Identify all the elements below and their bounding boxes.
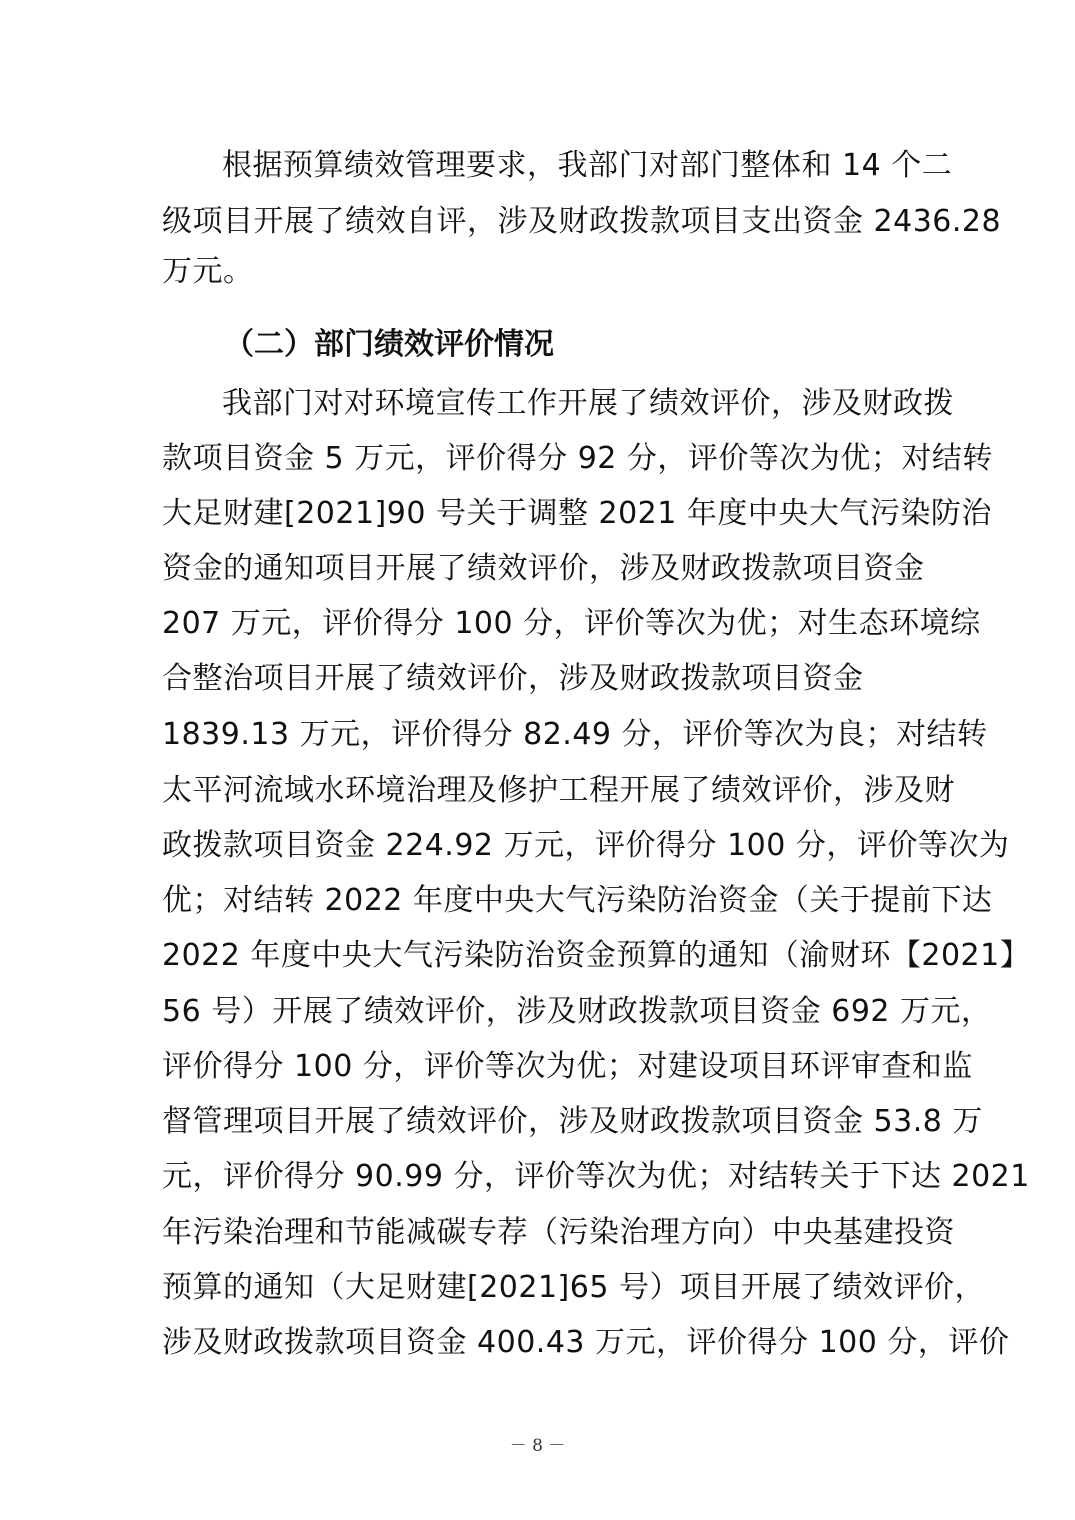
paragraph-line: 万元。 xyxy=(162,254,254,289)
paragraph-line: 56 号）开展了绩效评价，涉及财政拨款项目资金 692 万元， xyxy=(162,994,992,1029)
paragraph-line: 2022 年度中央大气污染防治资金预算的通知（渝财环【2021】 xyxy=(162,938,1031,973)
paragraph-line: 优；对结转 2022 年度中央大气污染防治资金（关于提前下达 xyxy=(162,883,993,918)
paragraph-line: 元，评价得分 90.99 分，评价等次为优；对结转关于下达 2021 xyxy=(162,1159,1030,1194)
paragraph-line: 我部门对对环境宣传工作开展了绩效评价，涉及财政拨 xyxy=(222,386,954,421)
section-heading: （二）部门绩效评价情况 xyxy=(224,327,554,362)
paragraph-line: 评价得分 100 分，评价等次为优；对建设项目环评审查和监 xyxy=(162,1049,973,1084)
paragraph-line: 根据预算绩效管理要求，我部门对部门整体和 14 个二 xyxy=(222,148,953,183)
paragraph-line: 资金的通知项目开展了绩效评价，涉及财政拨款项目资金 xyxy=(162,551,925,586)
paragraph-line: 207 万元，评价得分 100 分，评价等次为优；对生态环境综 xyxy=(162,606,981,641)
paragraph-line: 太平河流域水环境治理及修护工程开展了绩效评价，涉及财 xyxy=(162,773,955,808)
paragraph-line: 政拨款项目资金 224.92 万元，评价得分 100 分，评价等次为 xyxy=(162,828,1010,863)
page-number: － 8 － xyxy=(509,1436,566,1456)
paragraph-line: 款项目资金 5 万元，评价得分 92 分，评价等次为优；对结转 xyxy=(162,441,993,476)
paragraph-line: 预算的通知（大足财建[2021]65 号）项目开展了绩效评价， xyxy=(162,1270,985,1305)
paragraph-line: 1839.13 万元，评价得分 82.49 分，评价等次为良；对结转 xyxy=(162,717,988,752)
paragraph-line: 级项目开展了绩效自评，涉及财政拨款项目支出资金 2436.28 xyxy=(162,204,1002,239)
paragraph-line: 合整治项目开展了绩效评价，涉及财政拨款项目资金 xyxy=(162,661,864,696)
paragraph-line: 年污染治理和节能减碳专荐（污染治理方向）中央基建投资 xyxy=(162,1215,955,1250)
paragraph-line: 督管理项目开展了绩效评价，涉及财政拨款项目资金 53.8 万 xyxy=(162,1104,983,1139)
paragraph-line: 大足财建[2021]90 号关于调整 2021 年度中央大气污染防治 xyxy=(162,496,992,531)
paragraph-line: 涉及财政拨款项目资金 400.43 万元，评价得分 100 分，评价 xyxy=(162,1325,1010,1360)
